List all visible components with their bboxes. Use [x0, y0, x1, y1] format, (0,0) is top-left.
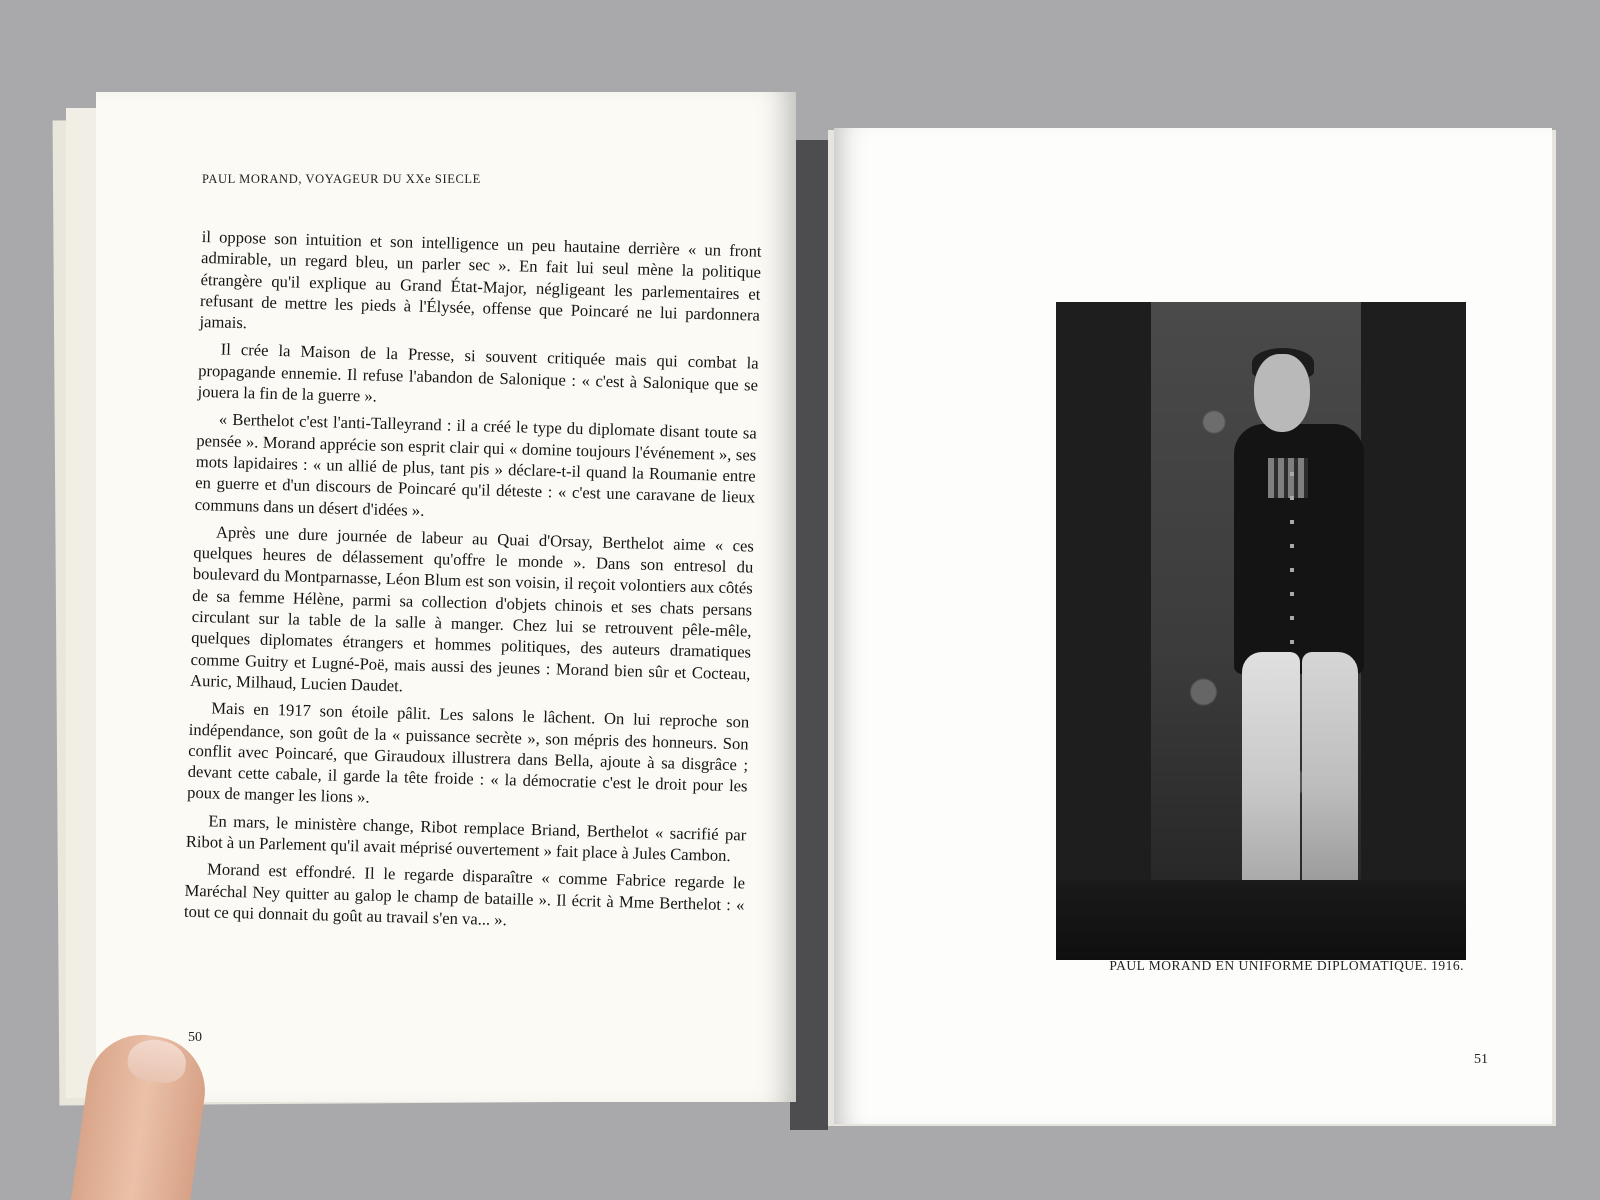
photo-caption: [984, 958, 1464, 974]
page-number-left: 50: [188, 1030, 202, 1045]
paragraph: Il crée la Maison de la Presse, si souvent critiquée mais qui combat la propagande ennemie. Il refuse l'abandon de Salonique : « c'est à Salonique que se jouera la fin de la guerre ».: [197, 340, 759, 406]
paragraph: Morand est effondré. Il le regarde disparaître « comme Fabrice regarde le Maréchal Ney quitter au galop le champ de bataille ». Il écrit à Mme Berthelot : « tout ce qui donnait du goût au travail s'en va... ».: [183, 859, 746, 930]
floor: [1056, 880, 1466, 960]
jacket-buttons: [1290, 472, 1294, 652]
head: [1254, 354, 1310, 432]
paragraph: Après une dure journée de labeur au Quai d'Orsay, Berthelot aime « ces quelques heures de délassement qu'offre le monde ». Dans son entresol du boulevard du Montparnasse, Léon Blum est son voisin, il reçoit volontiers aux côtés de sa femme Hélène, parmi sa collection d'objets chinois et ses chats persans circulant sur la table de la salle à manger. Chez lui se retrouvent pêle-mêle, quelques diplomates étrangers et hommes politiques, des auteurs dramatiques comme Guitry et Lugné-Poë, mais aussi des jeunes : Morand bien sûr et Cocteau, Auric, Milhaud, Lucien Daudet.: [189, 522, 755, 696]
paragraph: En mars, le ministère change, Ribot remplace Briand, Berthelot « sacrifié par Ribot à un Parlement qu'il avait méprisé ouvertement » fait place à Jules Cambon.: [185, 811, 747, 866]
medals: [1268, 458, 1308, 498]
paragraph: Mais en 1917 son étoile pâlit. Les salons le lâchent. On lui reproche son indépendance, son goût de la « puissance secrète », son mépris des honneurs. Son conflit avec Poincaré, que Giraudoux illustrera dans Bella, ajoute à sa disgrâce ; devant cette cabale, il garde la tête froide : « la démocratie c'est le droit pour les poux de manger les lions ».: [186, 698, 750, 808]
left-page: [96, 92, 796, 1102]
caption-text: PAUL MORAND EN UNIFORME DIPLOMATIQUE. 1916.: [1109, 958, 1464, 973]
page-number-right: 51: [1474, 1052, 1488, 1067]
body-text: [184, 226, 762, 943]
right-page: [834, 128, 1552, 1124]
paragraph: il oppose son intuition et son intelligence un peu hautaine derrière « un front admirable, un regard bleu, un parler sec ». En fait lui seul mène la politique étrangère qu'il explique au Grand État-Major, négligeant les parlementaires et refusant de mettre les pieds à l'Élysée, offense que Poincaré ne lui pardonnera jamais.: [199, 226, 762, 333]
paragraph: « Berthelot c'est l'anti-Talleyrand : il a créé le type du diplomate disant toute sa pensée ». Morand apprécie son esprit clair qui « domine toujours l'événement », ses mots lapidaires : « un allié de plus, tant pis » déclare-t-il quand la Roumanie entre en guerre et d'un discours de Poincaré qu'il déteste : « c'est une caravane de lieux communs dans un désert d'idées ».: [194, 409, 758, 520]
running-head: PAUL MORAND, VOYAGEUR DU XXe SIECLE: [202, 172, 481, 186]
portrait-photograph: [1056, 302, 1466, 960]
